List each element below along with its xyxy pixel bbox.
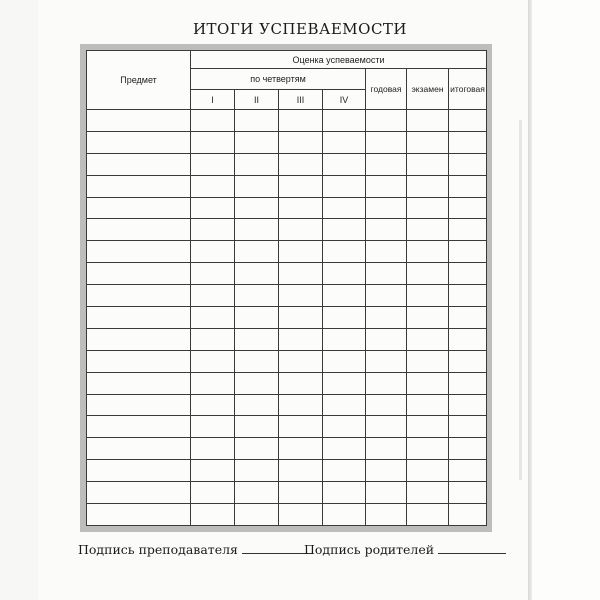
grade-cell[interactable] <box>191 263 235 285</box>
grade-cell[interactable] <box>279 285 323 307</box>
grade-cell[interactable] <box>366 307 407 329</box>
table-row <box>87 285 487 307</box>
grade-cell[interactable] <box>449 110 487 132</box>
grade-cell[interactable] <box>323 504 366 526</box>
grade-cell[interactable] <box>279 504 323 526</box>
grade-cell[interactable] <box>235 460 279 482</box>
subject-cell[interactable] <box>87 263 191 285</box>
grade-cell[interactable] <box>323 460 366 482</box>
grade-cell[interactable] <box>407 263 449 285</box>
table-row <box>87 416 487 438</box>
grade-cell[interactable] <box>449 241 487 263</box>
subject-cell[interactable] <box>87 285 191 307</box>
grade-cell[interactable] <box>366 504 407 526</box>
grade-cell[interactable] <box>407 197 449 219</box>
grade-cell[interactable] <box>279 197 323 219</box>
grade-cell[interactable] <box>279 350 323 372</box>
grade-cell[interactable] <box>235 372 279 394</box>
grade-cell[interactable] <box>449 197 487 219</box>
grade-cell[interactable] <box>191 350 235 372</box>
grade-cell[interactable] <box>235 285 279 307</box>
grade-cell[interactable] <box>235 175 279 197</box>
grade-cell[interactable] <box>366 372 407 394</box>
grade-cell[interactable] <box>235 416 279 438</box>
quarters-header: по четвертям <box>191 69 366 90</box>
grade-cell[interactable] <box>323 175 366 197</box>
grade-cell[interactable] <box>279 219 323 241</box>
teacher-signature <box>78 542 312 557</box>
subject-cell[interactable] <box>87 372 191 394</box>
grade-cell[interactable] <box>191 241 235 263</box>
grade-cell[interactable] <box>366 350 407 372</box>
grade-cell[interactable] <box>449 153 487 175</box>
grade-cell[interactable] <box>323 241 366 263</box>
grade-cell[interactable] <box>366 110 407 132</box>
subject-cell[interactable] <box>87 438 191 460</box>
grade-cell[interactable] <box>235 263 279 285</box>
grade-cell[interactable] <box>323 482 366 504</box>
grade-cell[interactable] <box>279 263 323 285</box>
subject-cell[interactable] <box>87 307 191 329</box>
subject-cell[interactable] <box>87 482 191 504</box>
table-row <box>87 219 487 241</box>
grade-cell[interactable] <box>407 307 449 329</box>
grade-cell[interactable] <box>366 263 407 285</box>
grade-cell[interactable] <box>191 460 235 482</box>
grade-cell[interactable] <box>449 350 487 372</box>
grade-cell[interactable] <box>279 416 323 438</box>
subject-cell[interactable] <box>87 131 191 153</box>
grade-cell[interactable] <box>407 175 449 197</box>
quarter-header-4: IV <box>323 90 366 110</box>
table-row <box>87 482 487 504</box>
grade-cell[interactable] <box>279 175 323 197</box>
grade-cell[interactable] <box>449 328 487 350</box>
grade-cell[interactable] <box>449 263 487 285</box>
grade-cell[interactable] <box>407 219 449 241</box>
grade-cell[interactable] <box>191 307 235 329</box>
table-row <box>87 438 487 460</box>
grade-cell[interactable] <box>407 372 449 394</box>
final-header: итоговая <box>449 69 487 110</box>
grade-cell[interactable] <box>279 153 323 175</box>
grade-cell[interactable] <box>191 504 235 526</box>
table-row <box>87 131 487 153</box>
grade-cell[interactable] <box>323 219 366 241</box>
grade-cell[interactable] <box>407 285 449 307</box>
grade-cell[interactable] <box>407 328 449 350</box>
grade-cell[interactable] <box>279 482 323 504</box>
grade-cell[interactable] <box>191 285 235 307</box>
grades-table <box>86 50 487 526</box>
subject-cell[interactable] <box>87 110 191 132</box>
grade-cell[interactable] <box>407 460 449 482</box>
grade-cell[interactable] <box>235 131 279 153</box>
table-row <box>87 504 487 526</box>
table-row <box>87 197 487 219</box>
grade-cell[interactable] <box>279 241 323 263</box>
grade-cell[interactable] <box>449 394 487 416</box>
grade-cell[interactable] <box>366 241 407 263</box>
grade-cell[interactable] <box>323 285 366 307</box>
subject-cell[interactable] <box>87 175 191 197</box>
grade-cell[interactable] <box>323 131 366 153</box>
grade-cell[interactable] <box>323 328 366 350</box>
grade-cell[interactable] <box>191 438 235 460</box>
grade-cell[interactable] <box>235 482 279 504</box>
grade-cell[interactable] <box>235 197 279 219</box>
grade-cell[interactable] <box>407 350 449 372</box>
grade-cell[interactable] <box>449 307 487 329</box>
parents-signature-label: Подпись родителей <box>304 542 435 557</box>
grade-cell[interactable] <box>323 350 366 372</box>
grade-cell[interactable] <box>191 394 235 416</box>
grade-cell[interactable] <box>235 241 279 263</box>
grade-cell[interactable] <box>323 110 366 132</box>
grade-cell[interactable] <box>407 438 449 460</box>
grade-cell[interactable] <box>366 219 407 241</box>
grade-cell[interactable] <box>407 504 449 526</box>
subject-cell[interactable] <box>87 153 191 175</box>
grade-cell[interactable] <box>366 438 407 460</box>
grade-cell[interactable] <box>449 219 487 241</box>
grade-cell[interactable] <box>191 219 235 241</box>
subject-cell[interactable] <box>87 350 191 372</box>
subject-cell[interactable] <box>87 197 191 219</box>
grade-cell[interactable] <box>279 110 323 132</box>
grade-cell[interactable] <box>407 394 449 416</box>
grade-cell[interactable] <box>407 110 449 132</box>
parents-signature-line[interactable] <box>438 543 506 554</box>
grade-cell[interactable] <box>279 394 323 416</box>
grade-cell[interactable] <box>407 241 449 263</box>
opposite-page-edge <box>532 0 600 600</box>
subject-header: Предмет <box>87 51 191 110</box>
quarter-header-1: I <box>191 90 235 110</box>
grade-cell[interactable] <box>366 175 407 197</box>
grade-cell[interactable] <box>279 131 323 153</box>
grade-cell[interactable] <box>366 394 407 416</box>
grade-cell[interactable] <box>449 416 487 438</box>
table-row <box>87 394 487 416</box>
table-row <box>87 263 487 285</box>
grade-cell[interactable] <box>366 153 407 175</box>
grade-cell[interactable] <box>191 416 235 438</box>
subject-cell[interactable] <box>87 394 191 416</box>
grade-cell[interactable] <box>191 328 235 350</box>
grade-cell[interactable] <box>191 131 235 153</box>
grade-cell[interactable] <box>366 460 407 482</box>
grade-cell[interactable] <box>407 153 449 175</box>
grade-cell[interactable] <box>366 285 407 307</box>
grade-cell[interactable] <box>235 328 279 350</box>
grades-table-body <box>87 110 487 526</box>
grade-cell[interactable] <box>235 350 279 372</box>
grade-cell[interactable] <box>235 307 279 329</box>
subject-cell[interactable] <box>87 504 191 526</box>
table-row <box>87 350 487 372</box>
grade-cell[interactable] <box>235 110 279 132</box>
teacher-signature-line[interactable] <box>242 543 312 554</box>
grade-cell[interactable] <box>279 307 323 329</box>
grade-cell[interactable] <box>449 460 487 482</box>
table-row <box>87 110 487 132</box>
grade-cell[interactable] <box>191 175 235 197</box>
grade-cell[interactable] <box>279 438 323 460</box>
grade-cell[interactable] <box>235 219 279 241</box>
grade-cell[interactable] <box>449 285 487 307</box>
grade-cell[interactable] <box>191 372 235 394</box>
grade-cell[interactable] <box>407 482 449 504</box>
teacher-signature-label: Подпись преподавателя <box>78 542 238 557</box>
subject-cell[interactable] <box>87 219 191 241</box>
grade-cell[interactable] <box>407 131 449 153</box>
grade-cell[interactable] <box>366 131 407 153</box>
table-row <box>87 175 487 197</box>
subject-cell[interactable] <box>87 416 191 438</box>
grade-cell[interactable] <box>279 372 323 394</box>
grade-cell[interactable] <box>191 197 235 219</box>
grade-cell[interactable] <box>449 175 487 197</box>
grade-cell[interactable] <box>449 131 487 153</box>
grade-cell[interactable] <box>323 438 366 460</box>
table-row <box>87 372 487 394</box>
grade-cell[interactable] <box>323 197 366 219</box>
quarter-header-2: II <box>235 90 279 110</box>
grade-cell[interactable] <box>449 438 487 460</box>
grade-cell[interactable] <box>449 372 487 394</box>
table-row <box>87 328 487 350</box>
grade-cell[interactable] <box>366 482 407 504</box>
grade-cell[interactable] <box>323 307 366 329</box>
exam-header: экзамен <box>407 69 449 110</box>
grade-cell[interactable] <box>279 328 323 350</box>
grade-cell[interactable] <box>323 394 366 416</box>
grades-group-header: Оценка успеваемости <box>191 51 487 69</box>
parents-signature <box>304 542 506 557</box>
quarter-header-3: III <box>279 90 323 110</box>
grade-cell[interactable] <box>279 460 323 482</box>
subject-cell[interactable] <box>87 460 191 482</box>
grade-cell[interactable] <box>449 504 487 526</box>
table-row <box>87 460 487 482</box>
grade-cell[interactable] <box>323 416 366 438</box>
grade-cell[interactable] <box>366 416 407 438</box>
grade-cell[interactable] <box>323 153 366 175</box>
grade-cell[interactable] <box>366 197 407 219</box>
grade-cell[interactable] <box>366 328 407 350</box>
page-title: ИТОГИ УСПЕВАЕМОСТИ <box>192 20 408 38</box>
grade-cell[interactable] <box>323 263 366 285</box>
grade-cell[interactable] <box>235 504 279 526</box>
subject-cell[interactable] <box>87 241 191 263</box>
subject-cell[interactable] <box>87 328 191 350</box>
grade-cell[interactable] <box>235 438 279 460</box>
table-row <box>87 153 487 175</box>
grade-cell[interactable] <box>235 394 279 416</box>
annual-header: годовая <box>366 69 407 110</box>
grade-cell[interactable] <box>323 372 366 394</box>
grade-cell[interactable] <box>449 482 487 504</box>
grade-cell[interactable] <box>407 416 449 438</box>
grade-cell[interactable] <box>191 153 235 175</box>
grade-cell[interactable] <box>191 482 235 504</box>
table-row <box>87 241 487 263</box>
page-fold <box>519 120 522 480</box>
grade-cell[interactable] <box>235 153 279 175</box>
table-row <box>87 307 487 329</box>
grade-cell[interactable] <box>191 110 235 132</box>
